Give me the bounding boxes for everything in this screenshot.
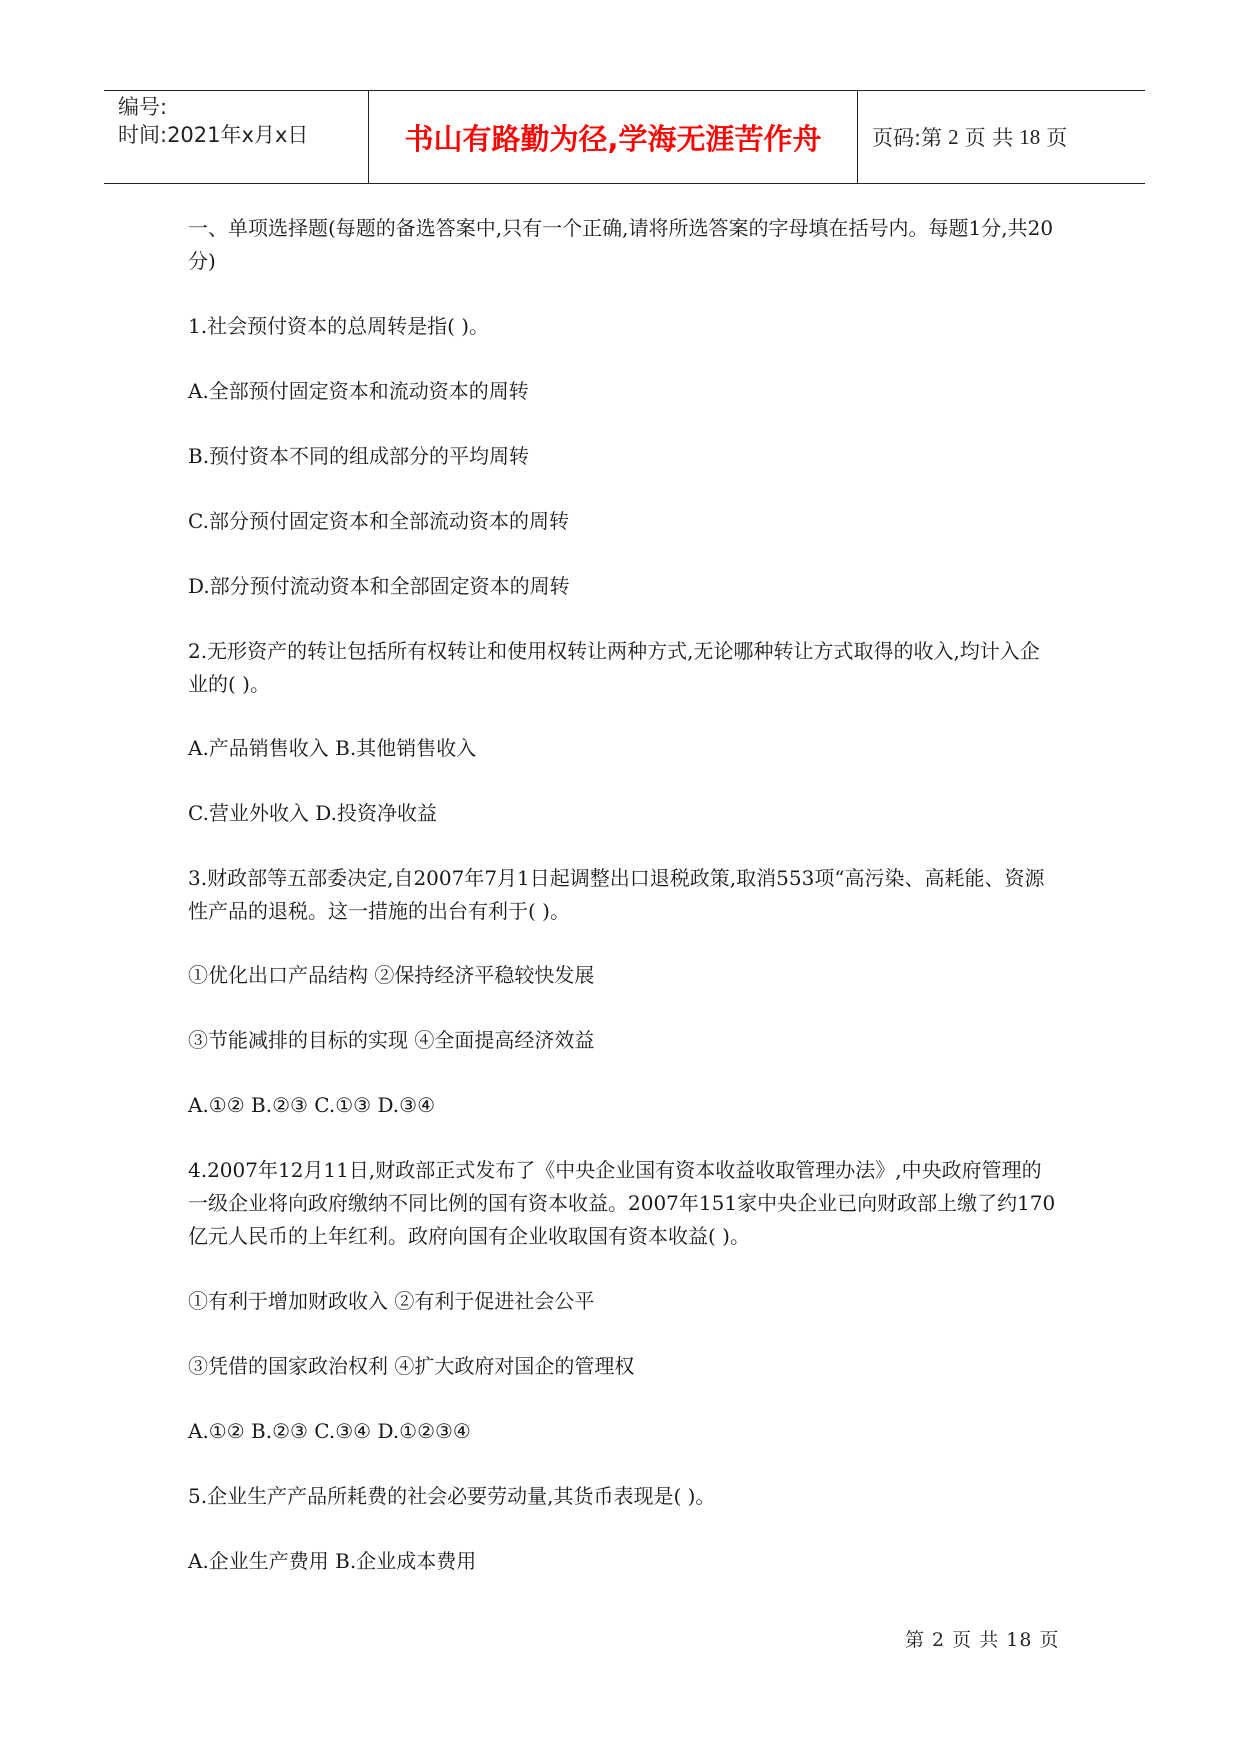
question-stem: 2.无形资产的转让包括所有权转让和使用权转让两种方式,无论哪种转让方式取得的收入,均计入企业的( )。 [188, 639, 1040, 696]
page-footer: 第 2 页 共 18 页 [905, 1629, 1060, 1651]
page-current: 2 [948, 124, 959, 149]
question-option: B.预付资本不同的组成部分的平均周转 [188, 444, 530, 468]
question-option: C.部分预付固定资本和全部流动资本的周转 [188, 509, 569, 533]
page-suffix: 页 [1046, 126, 1068, 150]
time-label: 时间:2021年x月x日 [118, 123, 309, 147]
header-divider [857, 91, 858, 183]
header-divider [368, 91, 369, 183]
page-header [104, 90, 1145, 184]
question-option: ①有利于增加财政收入 ②有利于促进社会公平 [188, 1289, 595, 1313]
question-stem: 4.2007年12月11日,财政部正式发布了《中央企业国有资本收益收取管理办法》,中央政府管理的一级企业将向政府缴纳不同比例的国有资本收益。2007年151家中央企业已向财政部上缴了约170亿元人民币的上年红利。政府向国有企业收取国有资本收益( )。 [188, 1158, 1056, 1248]
question-option: A.产品销售收入 B.其他销售收入 [188, 736, 477, 760]
header-motto: 书山有路勤为径,学海无涯苦作舟 [404, 121, 822, 156]
page-prefix: 页码:第 [872, 126, 943, 150]
question-option: ③凭借的国家政治权利 ④扩大政府对国企的管理权 [188, 1354, 635, 1378]
question-option: A.①② B.②③ C.①③ D.③④ [188, 1093, 435, 1117]
question-option: ①优化出口产品结构 ②保持经济平稳较快发展 [188, 963, 595, 987]
question-stem: 1.社会预付资本的总周转是指( )。 [188, 314, 490, 338]
question-option: A.①② B.②③ C.③④ D.①②③④ [188, 1419, 471, 1443]
question-option: A.企业生产费用 B.企业成本费用 [188, 1549, 477, 1573]
page-mid: 页 共 [964, 126, 1014, 150]
section-title: 一、单项选择题(每题的备选答案中,只有一个正确,请将所选答案的字母填在括号内。每题1分,共20分) [188, 216, 1054, 273]
question-option: ③节能减排的目标的实现 ④全面提高经济效益 [188, 1028, 595, 1052]
question-option: D.部分预付流动资本和全部固定资本的周转 [188, 574, 570, 598]
question-stem: 5.企业生产产品所耗费的社会必要劳动量,其货币表现是( )。 [188, 1484, 716, 1508]
question-option: A.全部预付固定资本和流动资本的周转 [188, 379, 529, 403]
header-page-info [872, 91, 1067, 183]
header-meta [118, 93, 363, 149]
question-option: C.营业外收入 D.投资净收益 [188, 801, 437, 825]
page-total: 18 [1019, 124, 1041, 149]
question-stem: 3.财政部等五部委决定,自2007年7月1日起调整出口退税政策,取消553项“高污染、高耗能、资源性产品的退税。这一措施的出台有利于( )。 [188, 866, 1045, 923]
number-label: 编号: [118, 95, 168, 119]
